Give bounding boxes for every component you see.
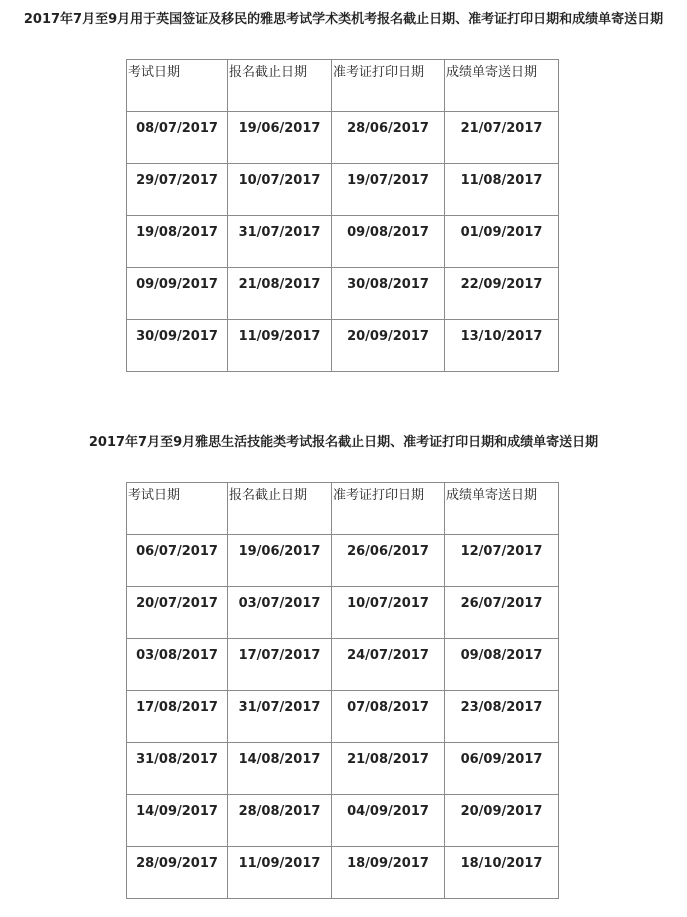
table-row — [127, 112, 559, 164]
column-header-report-send-date: 成绩单寄送日期 — [445, 60, 559, 112]
column-header-exam-date: 考试日期 — [127, 483, 228, 535]
cell-report-send-date: 09/08/2017 — [445, 639, 559, 691]
cell-exam-date: 17/08/2017 — [127, 691, 228, 743]
cell-exam-date: 14/09/2017 — [127, 795, 228, 847]
table-row — [127, 164, 559, 216]
cell-registration-deadline: 19/06/2017 — [228, 535, 332, 587]
cell-report-send-date: 11/08/2017 — [445, 164, 559, 216]
cell-exam-date: 09/09/2017 — [127, 268, 228, 320]
cell-exam-date: 31/08/2017 — [127, 743, 228, 795]
schedule-table-academic — [126, 59, 559, 372]
cell-registration-deadline: 19/06/2017 — [228, 112, 332, 164]
cell-report-send-date: 13/10/2017 — [445, 320, 559, 372]
cell-registration-deadline: 17/07/2017 — [228, 639, 332, 691]
column-header-registration-deadline: 报名截止日期 — [228, 60, 332, 112]
section-title-life-skills: 2017年7月至9月雅思生活技能类考试报名截止日期、准考证打印日期和成绩单寄送日期 — [88, 435, 599, 450]
cell-registration-deadline: 14/08/2017 — [228, 743, 332, 795]
column-header-admission-print-date: 准考证打印日期 — [332, 60, 445, 112]
cell-report-send-date: 06/09/2017 — [445, 743, 559, 795]
column-header-registration-deadline: 报名截止日期 — [228, 483, 332, 535]
table-row — [127, 847, 559, 899]
table-row — [127, 795, 559, 847]
cell-registration-deadline: 11/09/2017 — [228, 320, 332, 372]
table-row — [127, 743, 559, 795]
cell-admission-print-date: 18/09/2017 — [332, 847, 445, 899]
cell-report-send-date: 01/09/2017 — [445, 216, 559, 268]
cell-exam-date: 30/09/2017 — [127, 320, 228, 372]
cell-registration-deadline: 31/07/2017 — [228, 216, 332, 268]
cell-report-send-date: 21/07/2017 — [445, 112, 559, 164]
cell-report-send-date: 12/07/2017 — [445, 535, 559, 587]
cell-exam-date: 29/07/2017 — [127, 164, 228, 216]
cell-registration-deadline: 28/08/2017 — [228, 795, 332, 847]
cell-admission-print-date: 30/08/2017 — [332, 268, 445, 320]
cell-registration-deadline: 31/07/2017 — [228, 691, 332, 743]
cell-report-send-date: 18/10/2017 — [445, 847, 559, 899]
cell-registration-deadline: 11/09/2017 — [228, 847, 332, 899]
section-title-academic: 2017年7月至9月用于英国签证及移民的雅思考试学术类机考报名截止日期、准考证打印日期和成绩单寄送日期 — [23, 12, 664, 27]
cell-report-send-date: 20/09/2017 — [445, 795, 559, 847]
table-header-row — [127, 483, 559, 535]
column-header-exam-date: 考试日期 — [127, 60, 228, 112]
cell-admission-print-date: 24/07/2017 — [332, 639, 445, 691]
cell-report-send-date: 23/08/2017 — [445, 691, 559, 743]
table-row — [127, 320, 559, 372]
column-header-report-send-date: 成绩单寄送日期 — [445, 483, 559, 535]
cell-exam-date: 06/07/2017 — [127, 535, 228, 587]
cell-admission-print-date: 10/07/2017 — [332, 587, 445, 639]
cell-admission-print-date: 09/08/2017 — [332, 216, 445, 268]
table-row — [127, 691, 559, 743]
table-row — [127, 216, 559, 268]
schedule-table-life-skills — [126, 482, 559, 899]
cell-admission-print-date: 19/07/2017 — [332, 164, 445, 216]
cell-admission-print-date: 20/09/2017 — [332, 320, 445, 372]
cell-registration-deadline: 21/08/2017 — [228, 268, 332, 320]
table-row — [127, 587, 559, 639]
cell-admission-print-date: 26/06/2017 — [332, 535, 445, 587]
table-header-row — [127, 60, 559, 112]
cell-report-send-date: 22/09/2017 — [445, 268, 559, 320]
column-header-admission-print-date: 准考证打印日期 — [332, 483, 445, 535]
cell-registration-deadline: 10/07/2017 — [228, 164, 332, 216]
cell-exam-date: 28/09/2017 — [127, 847, 228, 899]
cell-report-send-date: 26/07/2017 — [445, 587, 559, 639]
cell-admission-print-date: 04/09/2017 — [332, 795, 445, 847]
cell-exam-date: 20/07/2017 — [127, 587, 228, 639]
table-row — [127, 535, 559, 587]
table-row — [127, 639, 559, 691]
cell-admission-print-date: 07/08/2017 — [332, 691, 445, 743]
cell-registration-deadline: 03/07/2017 — [228, 587, 332, 639]
cell-admission-print-date: 28/06/2017 — [332, 112, 445, 164]
cell-exam-date: 08/07/2017 — [127, 112, 228, 164]
cell-exam-date: 03/08/2017 — [127, 639, 228, 691]
table-row — [127, 268, 559, 320]
cell-exam-date: 19/08/2017 — [127, 216, 228, 268]
cell-admission-print-date: 21/08/2017 — [332, 743, 445, 795]
